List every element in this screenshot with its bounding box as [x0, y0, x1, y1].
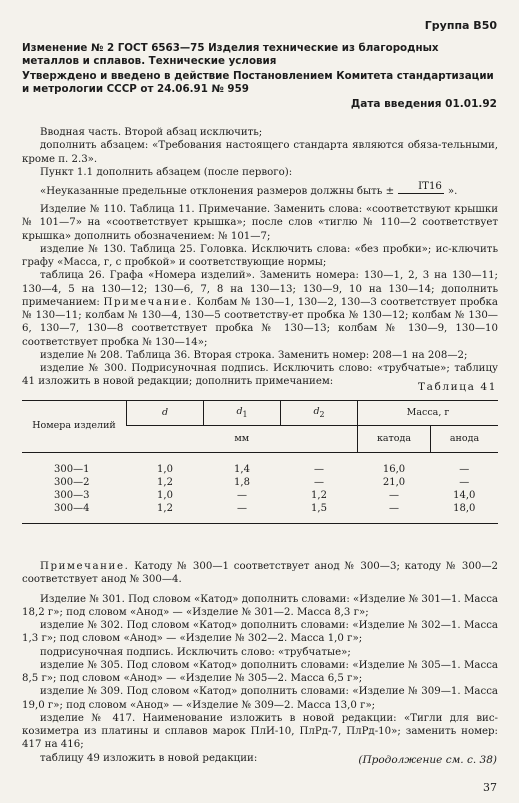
paragraph: дополнить абзацем: «Требования настоящего стандарта являются обяза-тельными, кроме п. 2.3». [22, 140, 498, 165]
note-label: Примечание. [103, 296, 193, 308]
fraction-numerator: IT16 [398, 182, 444, 194]
paragraph: изделие № 305. Под словом «Катод» дополнить словами: «Изделие № 305—1. Масса 8,5 г»; под словом «Анод» — «Изделие № 305—2. Масса 6,5 г»; [22, 659, 498, 684]
paragraph-with-fraction [22, 182, 498, 200]
table-row: 300—2 1,2 1,8 — 21,0 — [54, 477, 470, 488]
table-note [22, 560, 498, 587]
paragraph: Изделие № 301. Под словом «Катод» дополнить словами: «Изделие № 301—1. Масса 18,2 г»; под словом «Анод» — «Изделие № 301—2. Масса 8,3 г»; [22, 593, 498, 618]
col-header-d2: $d_2$ [281, 401, 358, 426]
table-row: 300—4 1,2 — 1,5 — 18,0 [22, 502, 498, 524]
paragraph: подрисуночная подпись. Исключить слово: «трубчатые»; [40, 646, 351, 658]
group-code: Группа В50 [424, 19, 497, 32]
paragraph: изделие № 300. Подрисуночная подпись. Исключить слово: «трубчатые»; таблицу 41 изложить в новой редакции; дополнить примечанием: [22, 363, 498, 388]
approval-statement: Утверждено и введено в действие Постановлением Комитета стандартизации и метрологии СССР от 24.06.91 № 959 [22, 70, 494, 96]
paragraph-part: Колбам № 130—1, 130—2, 130—3 соответствует пробка № 130—11; колбам № 130—4, 130—5 соответству-ет пробка № 130—12; колбам № 130—6, 130—7, 130—8 соответствует пробка № 130—13; колбам № 130—9, 130—10 соответствует пробка № 130—14»; [22, 296, 498, 348]
col-header-cathode: катода [358, 426, 431, 453]
paragraph: изделие № 130. Таблица 25. Головка. Исключить слова: «без пробки»; ис-ключить графу «Масса, г, с пробкой» и соответствующие нормы; [22, 243, 498, 269]
body-text [22, 126, 498, 389]
paragraph: изделие № 208. Таблица 36. Вторая строка. Заменить номер: 208—1 на 208—2; [40, 349, 468, 361]
fraction-lead-text: «Неуказанные предельные отклонения размеров должны быть ± [40, 186, 395, 198]
table-caption: Таблица 41 [418, 381, 497, 393]
paragraph-part: таблица 26. Графа «Номера изделий». Заменить номера: 130—1, 2, 3 на 130—11; 130—4, 5 на 130—12; 130—6, 7, 8 на 130—13; 130—9, 10 на 130—14; дополнить примечанием: [22, 270, 498, 308]
fraction-trail-text: ». [447, 186, 458, 198]
paragraph [22, 269, 498, 349]
table-row: 300—1 1,0 1,4 — 16,0 — [54, 464, 470, 475]
paragraph: Пункт 1.1 дополнить абзацем (после первого): [40, 166, 293, 178]
effective-date: Дата введения 01.01.92 [350, 98, 497, 110]
amendment-title: Изменение № 2 ГОСТ 6563—75 Изделия технические из благородных металлов и сплавов. Технические условия [22, 42, 439, 68]
col-header-items: Номера изделий [22, 401, 127, 453]
tolerance-fraction [398, 182, 444, 200]
page-number: 37 [483, 781, 497, 794]
paragraph: изделие № 302. Под словом «Катод» дополнить словами: «Изделие № 302—1. Масса 1,3 г»; под словом «Анод» — «Изделие № 302—2. Масса 1,0 г»; [22, 620, 498, 645]
col-header-d: d [127, 401, 204, 426]
col-header-mass: Масса, г [358, 401, 499, 426]
table-41 [22, 400, 498, 524]
continuation-note: (Продолжение см. с. 38) [358, 754, 497, 766]
col-header-mm: мм [127, 426, 358, 453]
table-row: 300—3 1,0 — 1,2 — 14,0 [54, 490, 476, 501]
paragraph: Изделие № 110. Таблица 11. Примечание. Заменить слова: «соответствуют крышки № 101—7» на «соответствует крышка»; после слов «тиглю № 110—2 соответствует крышка» дополнить обозначением: № 101—7; [22, 204, 498, 242]
note-label: Примечание. [40, 561, 130, 572]
paragraph: изделие № 309. Под словом «Катод» дополнить словами: «Изделие № 309—1. Масса 19,0 г»; под словом «Анод» — «Изделие № 309—2. Масса 13,0 г»; [22, 686, 498, 711]
paragraph: изделие № 417. Наименование изложить в новой редакции: «Тигли для вис-козиметра из платины и сплавов марок ПлИ-10, ПлРд-7, ПлРд-10»; заменить номер: 417 на 416; [22, 712, 498, 751]
paragraph: таблицу 49 изложить в новой редакции: [40, 752, 258, 764]
note-text: Катоду № 300—1 соответствует анод № 300—3; катоду № 300—2 соответствует анод № 300—4. [22, 561, 498, 586]
col-header-anode: анода [431, 426, 499, 453]
col-header-d1: $d_1$ [204, 401, 281, 426]
paragraph: Вводная часть. Второй абзац исключить; [40, 127, 263, 138]
body-text-continued [22, 560, 498, 765]
